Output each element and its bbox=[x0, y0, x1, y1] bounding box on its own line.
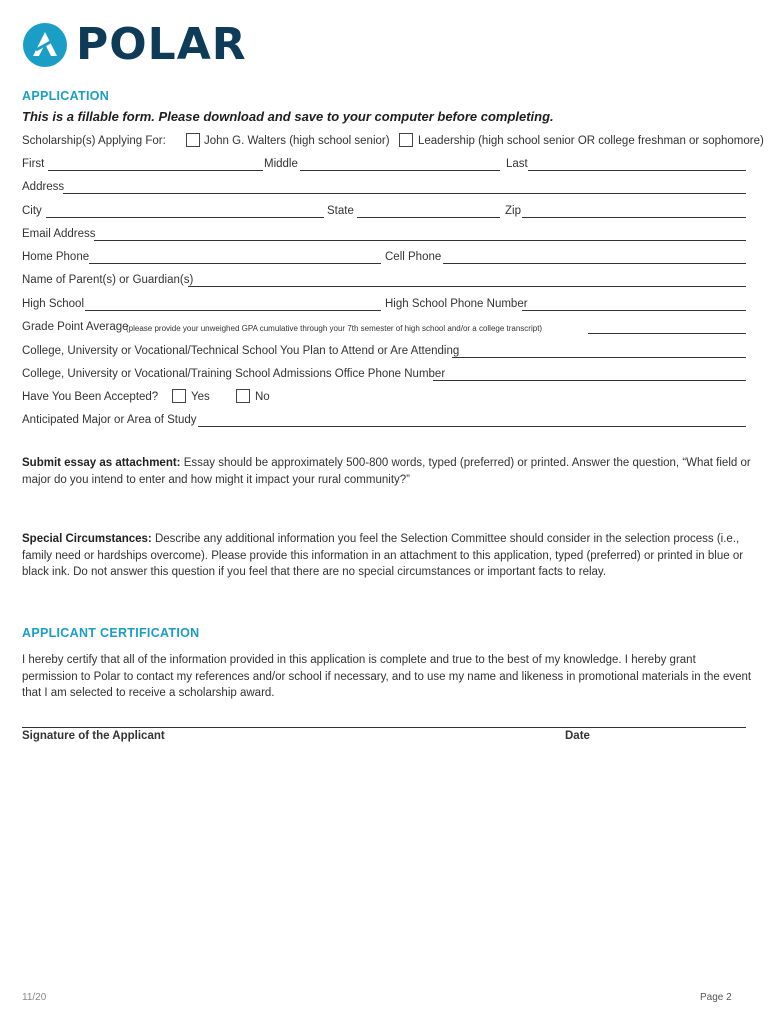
admissions-phone-field[interactable] bbox=[433, 380, 746, 381]
application-heading: APPLICATION bbox=[22, 89, 110, 103]
fillable-note: This is a fillable form. Please download and save to your computer before completing. bbox=[22, 109, 554, 124]
home-phone-label: Home Phone bbox=[22, 251, 90, 263]
essay-text: Essay should be approximately 500-800 words, typed (preferred) or printed. Answer the question, “What field or major do you intend to enter and how might it impact your rural community?” bbox=[22, 457, 751, 486]
address-field[interactable] bbox=[63, 193, 746, 194]
first-name-label: First bbox=[22, 158, 45, 170]
middle-name-label: Middle bbox=[264, 158, 298, 170]
cell-phone-label: Cell Phone bbox=[385, 251, 442, 263]
leadership-option-label: Leadership (high school senior OR college freshman or sophomore) bbox=[418, 135, 764, 147]
certification-heading: APPLICANT CERTIFICATION bbox=[22, 626, 200, 640]
first-name-field[interactable] bbox=[48, 170, 263, 171]
accepted-label: Have You Been Accepted? bbox=[22, 391, 159, 403]
accepted-no-label: No bbox=[255, 391, 270, 403]
last-name-label: Last bbox=[506, 158, 528, 170]
last-name-field[interactable] bbox=[528, 170, 746, 171]
hs-phone-field[interactable] bbox=[522, 310, 746, 311]
accepted-no-checkbox[interactable] bbox=[236, 389, 250, 403]
email-field[interactable] bbox=[94, 240, 746, 241]
accepted-yes-checkbox[interactable] bbox=[172, 389, 186, 403]
scholarship-label: Scholarship(s) Applying For: bbox=[22, 135, 166, 147]
form-revision-code: 11/20 bbox=[22, 992, 47, 1003]
state-field[interactable] bbox=[357, 217, 500, 218]
accepted-yes-label: Yes bbox=[191, 391, 210, 403]
gpa-note: (please provide your unweighed GPA cumulative through your 7th semester of high school and/or a college transcript) bbox=[126, 324, 543, 333]
special-text: Describe any additional information you feel the Selection Committee should consider in the selection process (i.e., family need or hardships overcome). Please provide this information in an attachment to this application, typed (preferred) or printed in blue or black ink. Do not answer this question if you feel that there are no special circumstances or important facts to relay. bbox=[22, 533, 744, 578]
signature-label: Signature of the Applicant bbox=[22, 730, 165, 742]
polar-logo-icon bbox=[22, 22, 68, 68]
hs-phone-label: High School Phone Number bbox=[385, 298, 528, 310]
walters-checkbox[interactable] bbox=[186, 133, 200, 147]
walters-option-label: John G. Walters (high school senior) bbox=[204, 135, 390, 147]
high-school-label: High School bbox=[22, 298, 85, 310]
city-label: City bbox=[22, 205, 42, 217]
high-school-field[interactable] bbox=[85, 310, 381, 311]
college-label: College, University or Vocational/Technical School You Plan to Attend or Are Attending bbox=[22, 345, 460, 357]
page-number: Page 2 bbox=[700, 992, 732, 1003]
brand-wordmark: POLAR bbox=[76, 19, 247, 70]
gpa-field[interactable] bbox=[588, 333, 746, 334]
cell-phone-field[interactable] bbox=[443, 263, 746, 264]
parents-field[interactable] bbox=[188, 286, 746, 287]
state-label: State bbox=[327, 205, 354, 217]
gpa-label: Grade Point Average bbox=[22, 321, 129, 333]
parents-label: Name of Parent(s) or Guardian(s) bbox=[22, 274, 194, 286]
home-phone-field[interactable] bbox=[89, 263, 381, 264]
city-field[interactable] bbox=[46, 217, 324, 218]
signature-field[interactable] bbox=[22, 727, 746, 728]
date-label: Date bbox=[565, 730, 590, 742]
special-bold: Special Circumstances: bbox=[22, 533, 152, 545]
address-label: Address bbox=[22, 181, 65, 193]
middle-name-field[interactable] bbox=[300, 170, 500, 171]
certification-text: I hereby certify that all of the information provided in this application is complete and true to the best of my knowledge. I hereby grant permission to Polar to contact my references and/or school if necessary, and to use my name and likeness in promotional materials in the event that I am selected to receive a scholarship award. bbox=[22, 654, 752, 699]
essay-instructions bbox=[22, 455, 752, 488]
essay-bold: Submit essay as attachment: bbox=[22, 457, 181, 469]
leadership-checkbox[interactable] bbox=[399, 133, 413, 147]
admissions-phone-label: College, University or Vocational/Training School Admissions Office Phone Number bbox=[22, 368, 446, 380]
major-label: Anticipated Major or Area of Study bbox=[22, 414, 197, 426]
major-field[interactable] bbox=[198, 426, 746, 427]
zip-field[interactable] bbox=[522, 217, 746, 218]
zip-label: Zip bbox=[505, 205, 521, 217]
college-field[interactable] bbox=[452, 357, 746, 358]
email-label: Email Address bbox=[22, 228, 96, 240]
special-circumstances bbox=[22, 531, 752, 581]
